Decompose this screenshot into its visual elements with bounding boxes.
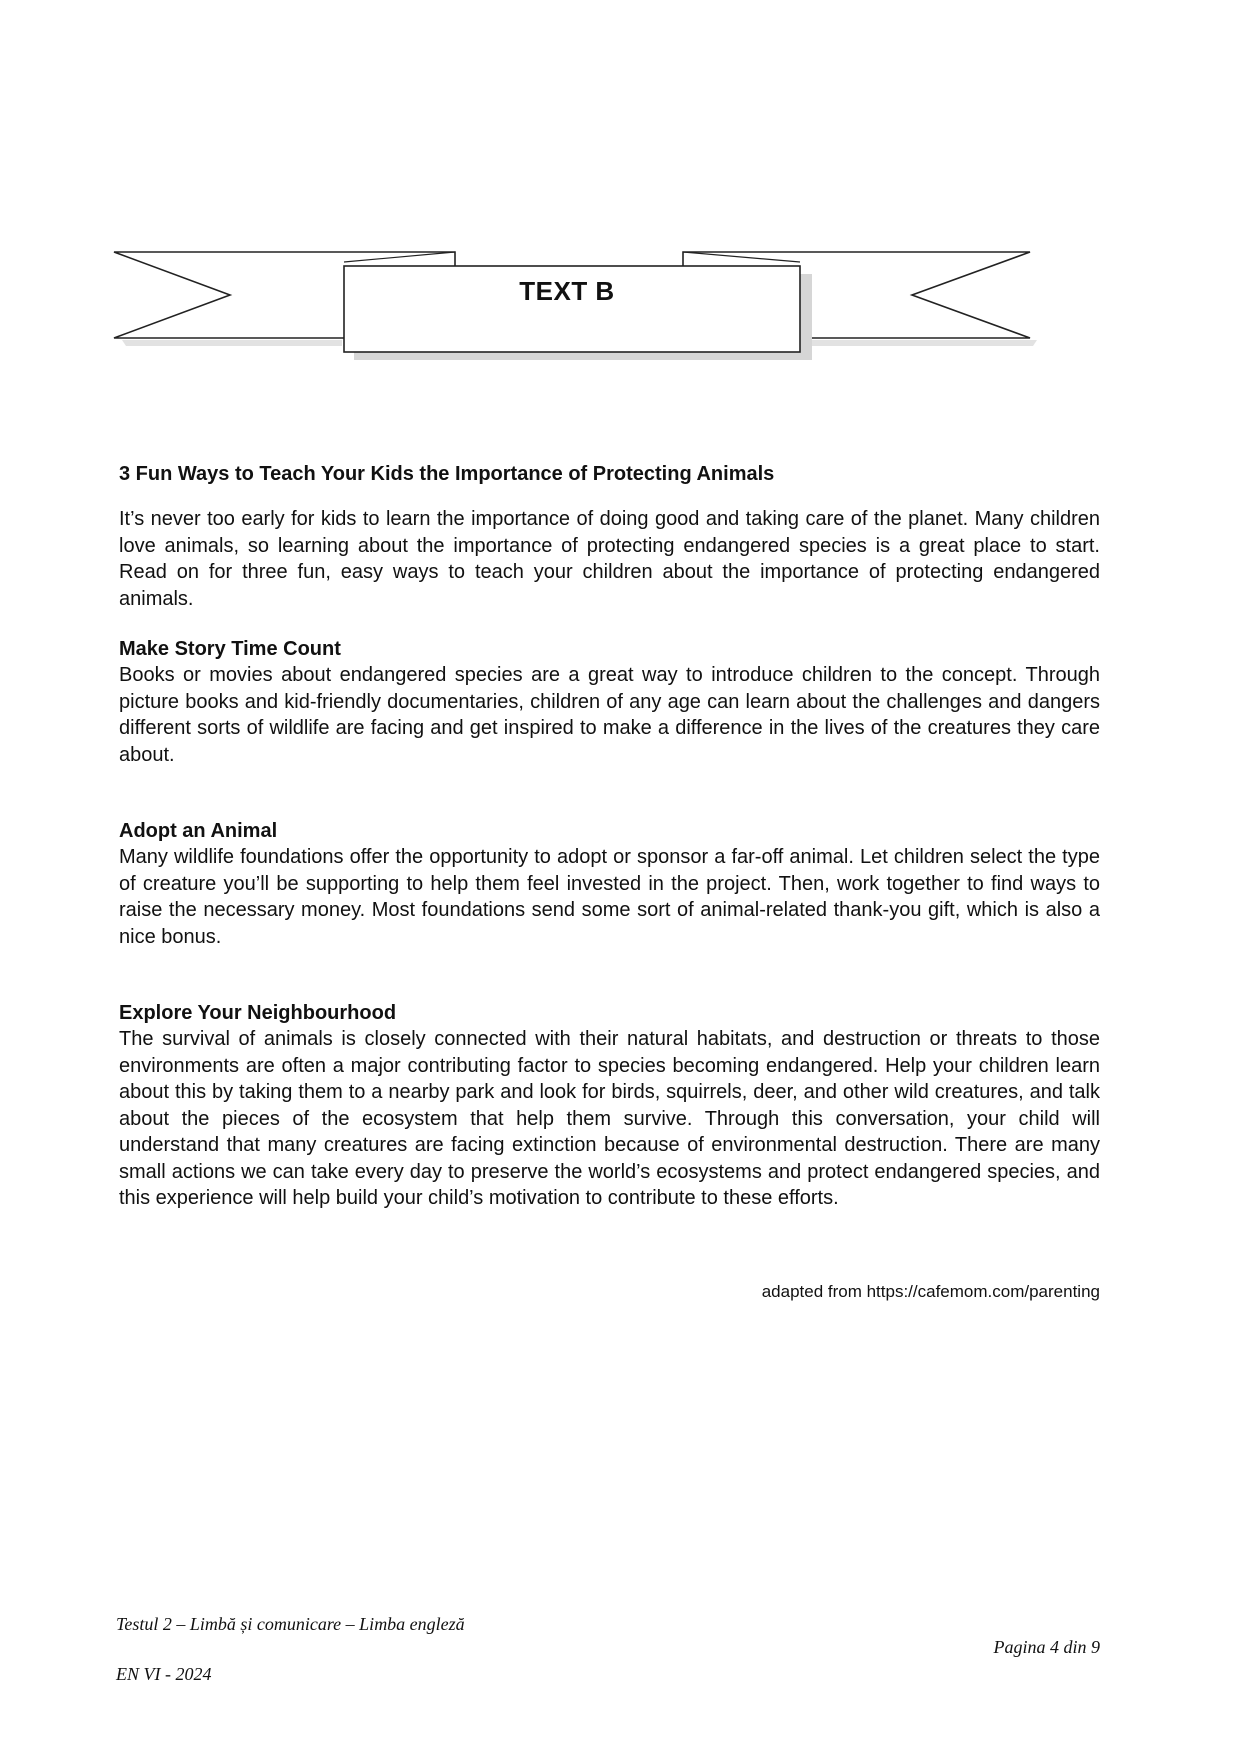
section-heading: Make Story Time Count	[119, 638, 341, 660]
section-body: Books or movies about endangered species are a great way to introduce children to the concept. Through picture books and kid-friendly documentaries, children of any age can learn about the challenges and dangers different sorts of wildlife are facing and get inspired to make a difference in the lives of the creatures they care about.	[119, 664, 1100, 766]
footer-test-line: Testul 2 – Limbă și comunicare – Limba engleză	[116, 1614, 465, 1634]
section-heading: Adopt an Animal	[119, 820, 278, 842]
section-body: The survival of animals is closely connected with their natural habitats, and destruction or threats to those environments are often a major contributing factor to species becoming endangered. Help your children learn about this by taking them to a nearby park and look for birds, squirrels, deer, and other wild creatures, and talk about the pieces of the ecosystem that help them survive. Through this conversation, your child will understand that many creatures are facing extinction because of environmental destruction. There are many small actions we can take every day to preserve the world’s ecosystems and protect endangered species, and this experience will help build your child’s motivation to contribute to these efforts.	[119, 1028, 1100, 1209]
footer-page-number: Pagina 4 din 9	[993, 1637, 1100, 1657]
section-story-time	[119, 636, 1100, 768]
section-adopt-animal	[119, 818, 1100, 950]
article-title: 3 Fun Ways to Teach Your Kids the Importance of Protecting Animals	[119, 463, 775, 485]
article	[119, 463, 1100, 1212]
section-heading: Explore Your Neighbourhood	[119, 1002, 397, 1024]
banner-title: TEXT B	[519, 276, 615, 306]
section-body: Many wildlife foundations offer the opportunity to adopt or sponsor a far-off animal. Let children select the type of creature you’ll be supporting to help them feel invested in the project. Then, work together to find ways to raise the necessary money. Most foundations send some sort of animal-related thank-you gift, which is also a nice bonus.	[119, 846, 1100, 948]
text-b-banner	[112, 248, 1042, 360]
source-credit: adapted from https://cafemom.com/parenting	[761, 1282, 1100, 1301]
article-intro: It’s never too early for kids to learn the importance of doing good and taking care of the planet. Many children love animals, so learning about the importance of protecting endangered species is a great place to start. Read on for three fun, easy ways to teach your children about the importance of protecting endangered animals.	[119, 508, 1100, 610]
footer-exam-code: EN VI - 2024	[116, 1664, 212, 1684]
section-explore-neighbourhood	[119, 1000, 1100, 1212]
